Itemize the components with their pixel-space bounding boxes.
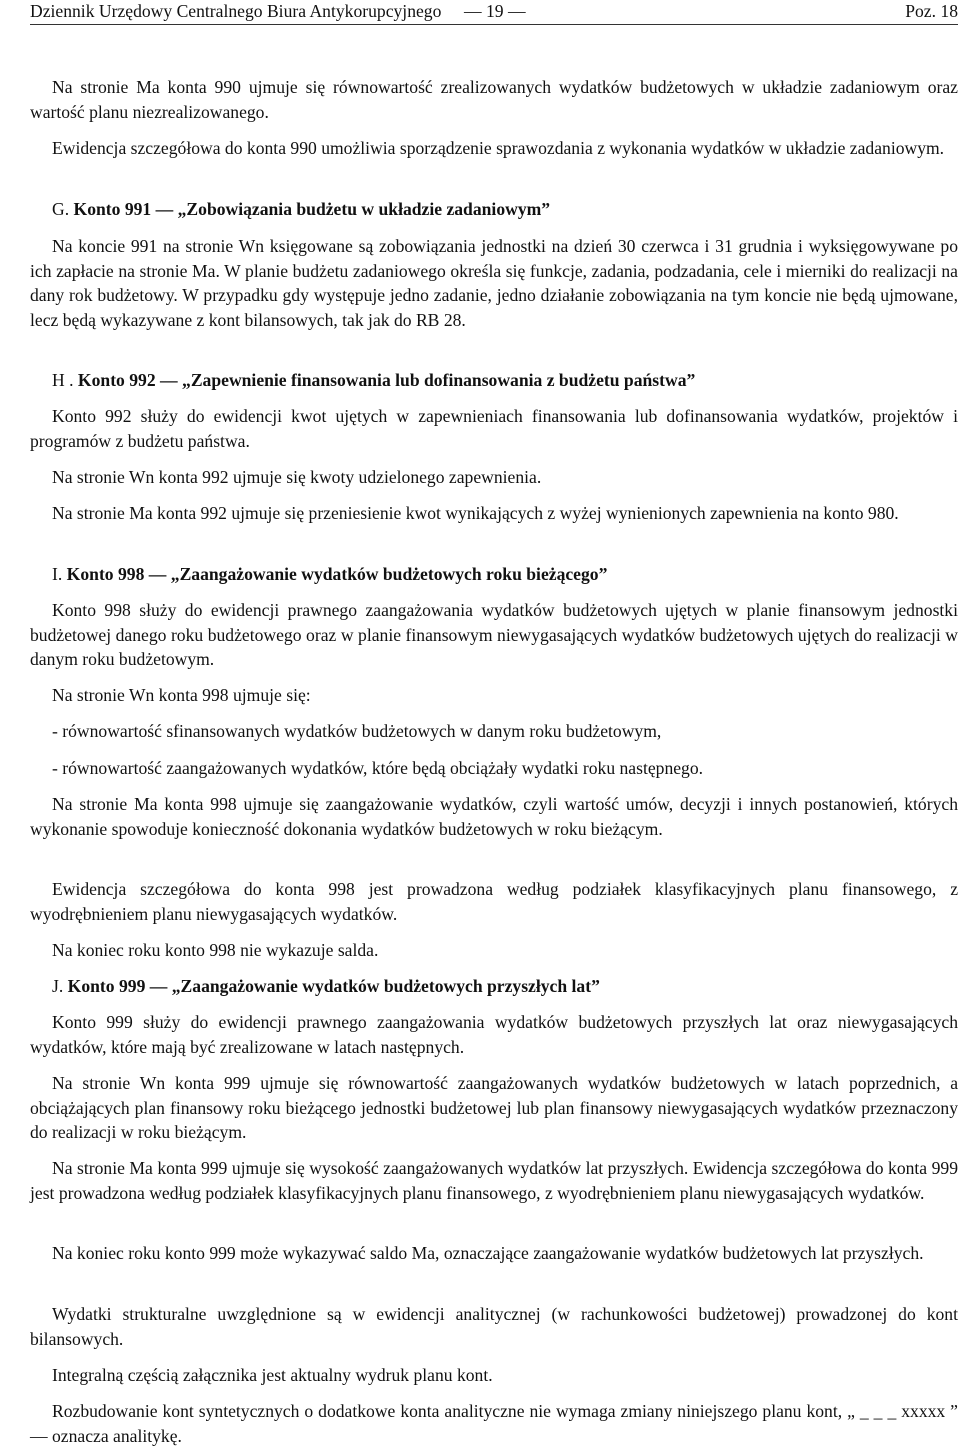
paragraph-konto-999-wn: Na stronie Wn konta 999 ujmuje się równowartość zaangażowanych wydatków budżetowych w latach poprzednich, a obciążających plan finansowy roku bieżącego jednostki budżetowej lub plan finansowy niewygasających wydatków przeznaczony do realizacji w roku bieżącym.: [30, 1073, 958, 1142]
section-letter-g: G.: [52, 199, 70, 219]
paragraph-konto-992-wn: Na stronie Wn konta 992 ujmuje się kwoty udzielonego zapewnienia.: [52, 467, 542, 487]
section-heading-g: [30, 197, 958, 222]
section-letter-h: H .: [52, 370, 74, 390]
page-header: [30, 1, 960, 21]
paragraph-konto-998-saldo: Na koniec roku konto 998 nie wykazuje salda.: [52, 940, 379, 960]
paragraph-konto-998-ma: Na stronie Ma konta 998 ujmuje się zaangażowanie wydatków, czyli wartość umów, decyzji i innych postanowień, których wykonanie spowoduje konieczność dokonania wydatków budżetowych w roku bieżącym.: [30, 794, 958, 839]
section-letter-j: J.: [52, 976, 64, 996]
paragraph-konto-990-ma: Na stronie Ma konta 990 ujmuje się równowartość zrealizowanych wydatków budżetowych w układzie zadaniowym oraz wartość planu niezrealizowanego.: [30, 77, 958, 122]
paragraph-konto-990-ewidencja: Ewidencja szczegółowa do konta 990 umożliwia sporządzenie sprawozdania z wykonania wydatków w układzie zadaniowym.: [52, 138, 945, 158]
paragraph-konto-998-wn: Na stronie Wn konta 998 ujmuje się:: [52, 685, 311, 705]
list-item-konto-998-2: - równowartość zaangażowanych wydatków, które będą obciążały wydatki roku następnego.: [52, 758, 704, 778]
section-title-j: Konto 999 — „Zaangażowanie wydatków budżetowych przyszłych lat”: [67, 976, 600, 996]
section-heading-i: [30, 562, 958, 587]
paragraph-konto-992-ma: Na stronie Ma konta 992 ujmuje się przeniesienie kwot wynikających z wyżej wynienionych zapewnienia na konto 980.: [52, 503, 899, 523]
paragraph-konto-998-ewidencja: Ewidencja szczegółowa do konta 998 jest prowadzona według podziałek klasyfikacyjnych planu finansowego, z wyodrębnieniem planu niewygasających wydatków.: [30, 879, 958, 924]
section-heading-j: [30, 974, 958, 999]
paragraph-wydatki-strukturalne: Wydatki strukturalne uwzględnione są w ewidencji analitycznej (w rachunkowości budżetowej) prowadzonej do kont bilansowych.: [30, 1304, 958, 1349]
section-title-g: Konto 991 — „Zobowiązania budżetu w układzie zadaniowym”: [73, 199, 551, 219]
section-title-h: Konto 992 — „Zapewnienie finansowania lub dofinansowania z budżetu państwa”: [77, 370, 696, 390]
header-rule: [30, 24, 958, 25]
section-title-i: Konto 998 — „Zaangażowanie wydatków budżetowych roku bieżącego”: [66, 564, 608, 584]
paragraph-konto-999-ma: Na stronie Ma konta 999 ujmuje się wysokość zaangażowanych wydatków lat przyszłych. Ewidencja szczegółowa do konta 999 jest prowadzona według podziałek klasyfikacyjnych planu finansowego, z wyodrębnieniem planu niewygasających wydatków.: [30, 1158, 958, 1203]
journal-title: Dziennik Urzędowy Centralnego Biura Antykorupcyjnego: [30, 1, 442, 21]
section-heading-h: [30, 368, 958, 393]
paragraph-konto-999-saldo: Na koniec roku konto 999 może wykazywać saldo Ma, oznaczające zaangażowanie wydatków budżetowych lat przyszłych.: [52, 1243, 924, 1263]
paragraph-konto-999-opis: Konto 999 służy do ewidencji prawnego zaangażowania wydatków budżetowych przyszłych lat oraz niewygasających wydatków, które mają być zrealizowane w latach następnych.: [30, 1012, 958, 1057]
paragraph-konto-992-opis: Konto 992 służy do ewidencji kwot ujętych w zapewnieniach finansowania lub dofinansowania wydatków, projektów i programów z budżetu państwa.: [30, 406, 958, 451]
section-letter-i: I.: [52, 564, 63, 584]
page-number: — 19 —: [464, 1, 526, 21]
paragraph-konto-998-opis: Konto 998 służy do ewidencji prawnego zaangażowania wydatków budżetowych ujętych w planie finansowym jednostki budżetowej danego roku budżetowego oraz w planie finansowym niewygasających wydatków budżetowych ujętych do realizacji w danym roku budżetowym.: [30, 600, 958, 669]
paragraph-wydruk-planu-kont: Integralną częścią załącznika jest aktualny wydruk planu kont.: [52, 1365, 493, 1385]
position-number: Poz. 18: [905, 1, 958, 21]
list-item-konto-998-1: - równowartość sfinansowanych wydatków budżetowych w danym roku budżetowym,: [52, 721, 662, 741]
paragraph-konto-991: Na koncie 991 na stronie Wn księgowane są zobowiązania jednostki na dzień 30 czerwca i 31 grudnia i wyksięgowywane po ich zapłacie na stronie Ma. W planie budżetu zadaniowego określa się funkcje, zadania, podzadania, cele i mierniki do realizacji na dany rok budżetowy. W przypadku gdy występuje jedno zadanie, jedno działanie zobowiązania na tym koncie nie będą ujmowane, lecz będą wykazywane z kont bilansowych, tak jak do RB 28.: [30, 236, 958, 330]
paragraph-konta-analityczne: Rozbudowanie kont syntetycznych o dodatkowe konta analityczne nie wymaga zmiany niniejszego planu kont, „ _ _ _ xxxxx ” — oznacza analitykę.: [30, 1401, 958, 1446]
